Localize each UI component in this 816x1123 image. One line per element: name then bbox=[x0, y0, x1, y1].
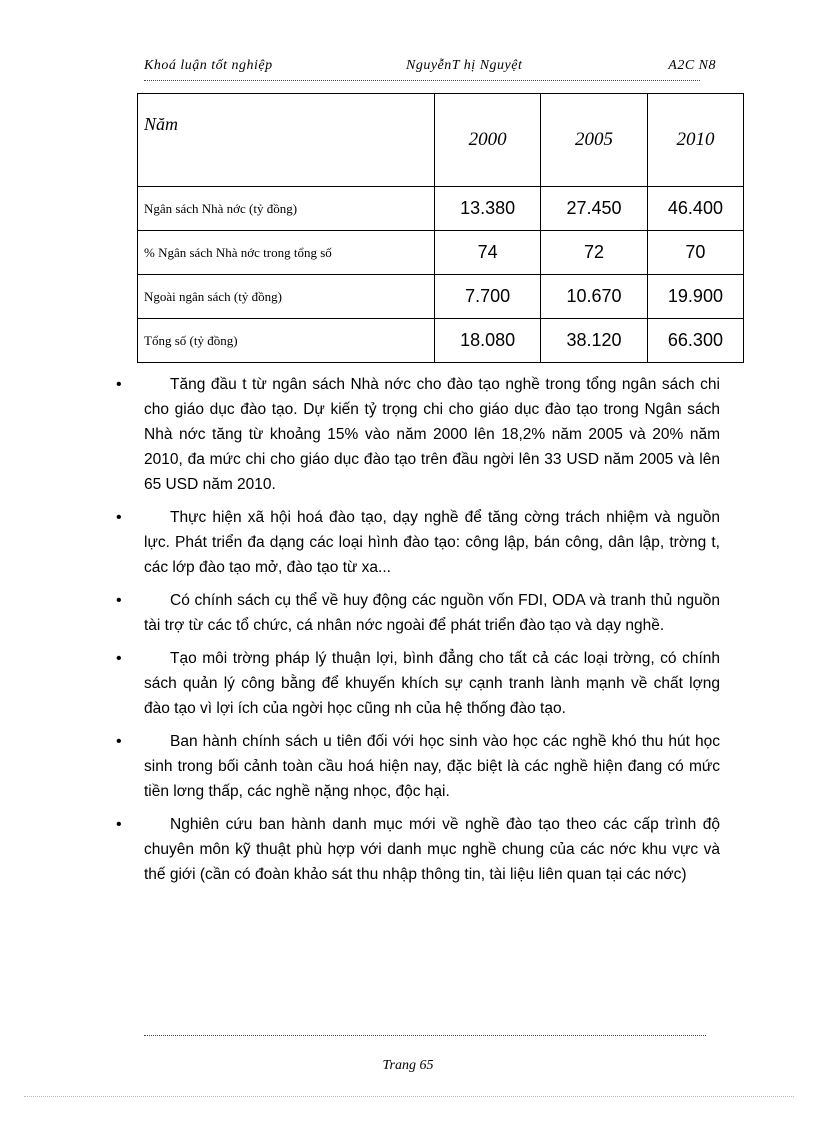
table-cell: 46.400 bbox=[647, 187, 743, 231]
header-class-code: A2C N8 bbox=[668, 58, 716, 73]
table-cell: 10.670 bbox=[541, 275, 648, 319]
bullet-list bbox=[116, 372, 720, 895]
header-author: NguyễnT hị Nguyệt bbox=[406, 58, 523, 73]
table-row bbox=[138, 275, 744, 319]
header-divider bbox=[144, 80, 700, 81]
table-header-cell: 2010 bbox=[647, 94, 743, 187]
table-cell: 66.300 bbox=[647, 319, 743, 363]
budget-table bbox=[137, 93, 744, 363]
list-item-text: Nghiên cứu ban hành danh mục mới về nghề đào tạo theo các cấp trình độ chuyên môn kỹ thuật phù hợp với danh mục nghề chung của các nớc khu vực và thế giới (cần có đoàn khảo sát thu nhập thông tin, tài liệu liên quan tại các nớc) bbox=[144, 816, 720, 883]
bullet-icon: • bbox=[116, 509, 122, 526]
list-item bbox=[116, 588, 720, 638]
table-cell: Ngoài ngân sách (tỷ đồng) bbox=[138, 275, 435, 319]
bullet-icon: • bbox=[116, 592, 122, 609]
table-cell: 27.450 bbox=[541, 187, 648, 231]
table-header-cell: 2005 bbox=[541, 94, 648, 187]
list-item-text: Tạo môi trờng pháp lý thuận lợi, bình đẳng cho tất cả các loại trờng, có chính sách quản lý công bằng để khuyến khích sự cạnh tranh lành mạnh về chất lợng đào tạo vì lợi ích của ngời học cũng nh của hệ thống đào tạo. bbox=[144, 650, 720, 717]
page-header bbox=[144, 58, 716, 78]
list-item bbox=[116, 372, 720, 497]
table-cell: 13.380 bbox=[435, 187, 541, 231]
header-thesis-title: Khoá luận tốt nghiệp bbox=[144, 58, 273, 73]
bullet-icon: • bbox=[116, 733, 122, 750]
page-number: Trang 65 bbox=[382, 1058, 434, 1073]
table-cell: 19.900 bbox=[647, 275, 743, 319]
footer-divider bbox=[144, 1035, 706, 1036]
table-row bbox=[138, 187, 744, 231]
table-row bbox=[138, 231, 744, 275]
list-item bbox=[116, 646, 720, 721]
list-item-text: Tăng đầu t từ ngân sách Nhà nớc cho đào tạo nghề trong tổng ngân sách chi cho giáo dục đào tạo. Dự kiến tỷ trọng chi cho giáo dục đào tạo trong Ngân sách Nhà nớc tăng từ khoảng 15% vào năm 2000 lên 18,2% năm 2005 và 20% năm 2010, đa mức chi cho giáo dục đào tạo trên đầu ngời lên 33 USD năm 2005 và lên 65 USD năm 2010. bbox=[144, 376, 720, 493]
list-item bbox=[116, 812, 720, 887]
list-item bbox=[116, 505, 720, 580]
table-cell: 18.080 bbox=[435, 319, 541, 363]
list-item bbox=[116, 729, 720, 804]
table-cell: 70 bbox=[647, 231, 743, 275]
bullet-icon: • bbox=[116, 376, 122, 393]
table-cell: 38.120 bbox=[541, 319, 648, 363]
bullet-icon: • bbox=[116, 650, 122, 667]
table-header-cell: Năm bbox=[138, 94, 435, 187]
table-cell: 7.700 bbox=[435, 275, 541, 319]
table-cell: 72 bbox=[541, 231, 648, 275]
bullet-icon: • bbox=[116, 816, 122, 833]
table-cell: 74 bbox=[435, 231, 541, 275]
table-row bbox=[138, 319, 744, 363]
list-item-text: Thực hiện xã hội hoá đào tạo, dạy nghề để tăng cờng trách nhiệm và nguồn lực. Phát triển đa dạng các loại hình đào tạo: công lập, bán công, dân lập, trờng t, các lớp đào tạo mở, đào tạo từ xa... bbox=[144, 509, 720, 576]
table-cell: Ngân sách Nhà nớc (tỷ đồng) bbox=[138, 187, 435, 231]
page-break-divider bbox=[24, 1096, 794, 1097]
table-header-row bbox=[138, 94, 744, 187]
list-item-text: Ban hành chính sách u tiên đối với học sinh vào học các nghề khó thu hút học sinh trong bối cảnh toàn cầu hoá hiện nay, đặc biệt là các nghề hiện đang có mức tiền lơng thấp, các nghề nặng nhọc, độc hại. bbox=[144, 733, 720, 800]
list-item-text: Có chính sách cụ thể về huy động các nguồn vốn FDI, ODA và tranh thủ nguồn tài trợ từ các tổ chức, cá nhân nớc ngoài để phát triển đào tạo và dạy nghề. bbox=[144, 592, 720, 634]
table-cell: % Ngân sách Nhà nớc trong tổng số bbox=[138, 231, 435, 275]
table-cell: Tổng số (tỷ đồng) bbox=[138, 319, 435, 363]
table-header-cell: 2000 bbox=[435, 94, 541, 187]
